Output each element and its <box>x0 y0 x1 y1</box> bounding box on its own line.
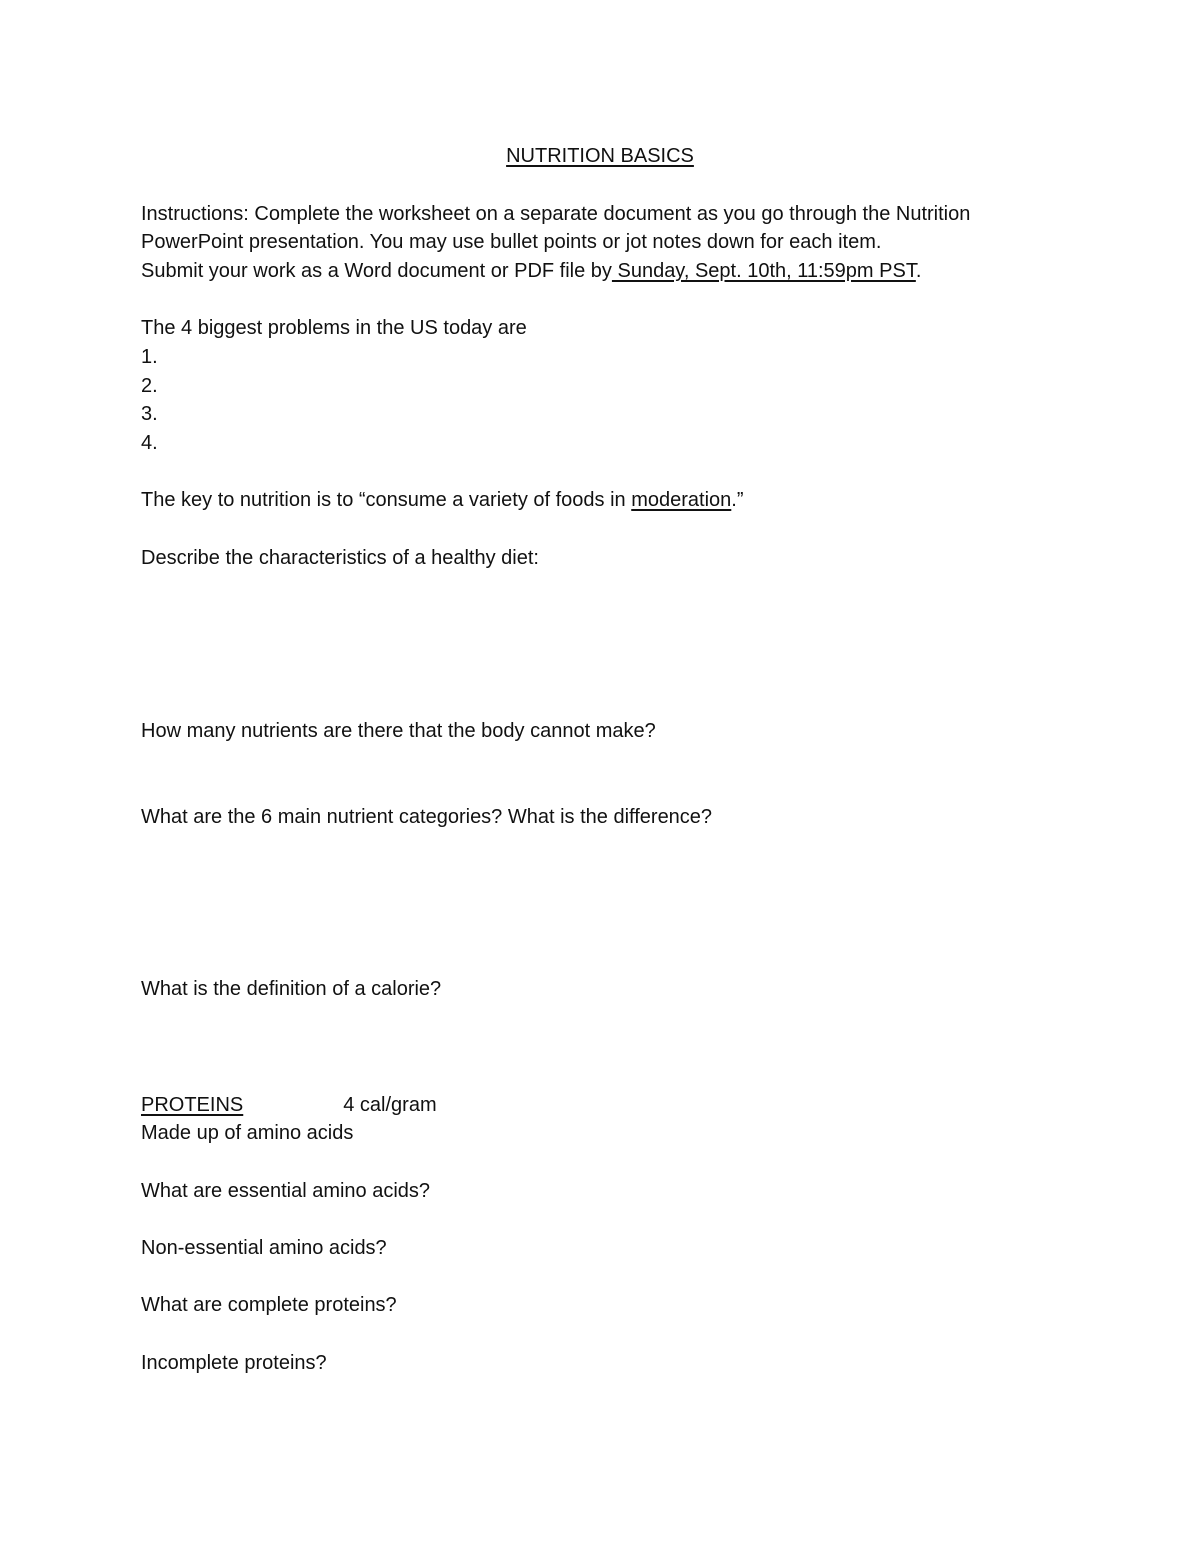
question-nutrient-categories: What are the 6 main nutrient categories? What is the difference? <box>141 806 713 828</box>
proteins-calories: 4 cal/gram <box>343 1094 437 1116</box>
instructions-submit-text: Submit your work as a Word document or PDF file by <box>141 260 612 282</box>
key-to-nutrition <box>141 486 744 514</box>
deadline-text: Sunday, Sept. 10th, 11:59pm PST <box>611 260 916 282</box>
question-calorie: What is the definition of a calorie? <box>141 978 442 1000</box>
problem-item-4: 4. <box>141 432 158 454</box>
instructions-period: . <box>915 260 922 282</box>
problem-item-2: 2. <box>141 375 158 397</box>
question-non-essential-amino-acids: Non-essential amino acids? <box>141 1237 387 1259</box>
problem-item-1: 1. <box>141 346 158 368</box>
instructions-line-2: PowerPoint presentation. You may use bullet points or jot notes down for each item. <box>141 231 882 253</box>
question-essential-amino-acids: What are essential amino acids? <box>141 1180 431 1202</box>
question-incomplete-proteins: Incomplete proteins? <box>141 1352 327 1374</box>
question-complete-proteins: What are complete proteins? <box>141 1294 397 1316</box>
problem-item-3: 3. <box>141 403 158 425</box>
document-title: NUTRITION BASICS <box>506 145 694 167</box>
key-prefix: The key to nutrition is to “consume a variety of foods in <box>141 489 632 511</box>
key-suffix: .” <box>731 489 744 511</box>
question-nutrients-count: How many nutrients are there that the body cannot make? <box>141 720 656 742</box>
key-moderation: moderation <box>631 489 732 511</box>
problems-heading: The 4 biggest problems in the US today are <box>141 317 527 339</box>
proteins-heading: PROTEINS <box>141 1094 244 1116</box>
proteins-heading-row <box>141 1091 437 1119</box>
question-healthy-diet: Describe the characteristics of a healthy diet: <box>141 547 539 569</box>
instructions-line-3 <box>141 257 921 285</box>
instructions-line-1: Instructions: Complete the worksheet on a separate document as you go through the Nutrition <box>141 203 971 225</box>
proteins-made-of: Made up of amino acids <box>141 1122 354 1144</box>
